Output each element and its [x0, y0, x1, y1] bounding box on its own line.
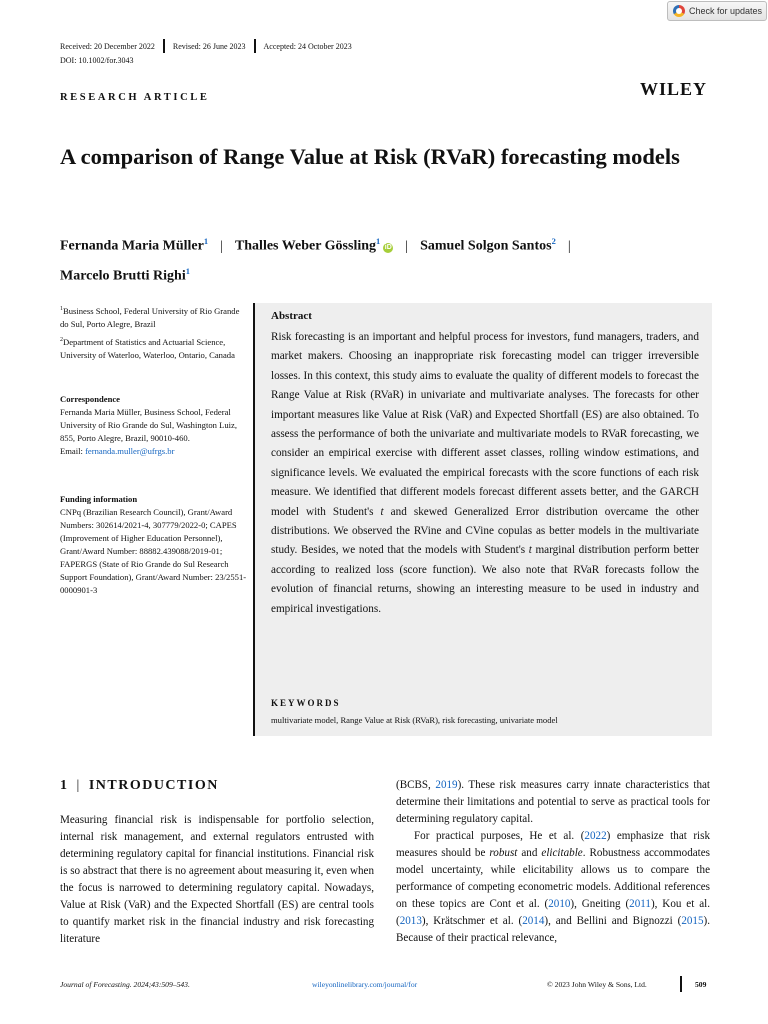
citation-link[interactable]: 2015 [681, 915, 704, 927]
email-label: Email: [60, 446, 86, 456]
intro-column-right: (BCBS, 2019). These risk measures carry innate characteristics that determine their limitations and potential to serve as practical tools for determining regulatory capital. For practical purposes, He et al. (2022) emphasize that risk measures should be robust and elicitable. Robustness accommodates model uncertainty, while elicitability allows us to compare the performance of competing econometric models. Additional references on these topics are Cont et al. (2010), Gneiting (2011), Kou et al. (2013), Krätschmer et al. (2014), and Bellini and Bignozzi (2015). Because of their practical relevance, [396, 779, 711, 944]
author-separator: | [405, 238, 409, 254]
author-list [60, 229, 720, 288]
crossmark-icon [673, 5, 685, 17]
article-type: RESEARCH ARTICLE [60, 92, 210, 103]
affiliation-item: $^1$Business School, Federal University of Rio Grande do Sul, Porto Alegre, Brazil [60, 305, 240, 329]
affiliation-marker[interactable]: 1 [376, 236, 381, 246]
funding-text: CNPq (Brazilian Research Council), Grant/Award Numbers: 302614/2021-4, 307779/2022-0; CAPES (Improvement of Higher Education Personnel), Grant/Award Number: 88882.439088/2019-01; FAPERGS (State of Rio Grande do Sul Research Support Foundation), Grant/Award Number: 23/2551-0000901-3 [60, 507, 247, 595]
orcid-icon[interactable]: iD [384, 243, 392, 251]
abstract-heading: Abstract [271, 310, 312, 322]
revised-date: Revised: 26 June 2023 [172, 41, 246, 51]
affiliation-marker[interactable]: 1 [185, 265, 190, 276]
publisher-logo: WILEY [640, 79, 708, 99]
keywords-text: multivariate model, Range Value at Risk (RVaR), risk forecasting, univariate model [271, 715, 558, 725]
accepted-date: Accepted: 24 October 2023 [263, 41, 352, 51]
citation-link[interactable]: 2013 [399, 915, 422, 927]
author-name[interactable]: Samuel Solgon Santos [420, 238, 552, 254]
footer-journal: Journal of Forecasting. 2024;43:509–543. [60, 980, 190, 989]
affiliation-marker[interactable]: 1 [203, 236, 209, 246]
paper-title: A comparison of Range Value at Risk (RVaR) forecasting models [60, 144, 680, 169]
divider [254, 39, 256, 53]
section-title: INTRODUCTION [88, 778, 219, 793]
author-name[interactable]: Thalles Weber Gössling [234, 238, 377, 254]
intro-column-left: Measuring financial risk is indispensable for portfolio selection, internal risk management, and external regulators entrusted with determining regulatory capital for financial institutions. Financial risk is so abstract that there is no agreement about measuring it, even when the focus is narrowed to determining regulatory capital. Nowadays, Value at Risk (VaR) and the Expected Shortfall (ES) are central tools to quantify market risk in the financial industry and risk forecasting literature [60, 814, 374, 945]
author-separator: | [220, 238, 223, 254]
email-link[interactable]: fernanda.muller@ufrgs.br [85, 446, 175, 456]
affiliation-item: $^2$Department of Statistics and Actuarial Science, University of Waterloo, Waterloo, Ontario, Canada [60, 336, 235, 360]
author-separator: | [567, 238, 571, 254]
section-heading [60, 778, 219, 794]
divider [163, 39, 165, 53]
citation-link[interactable]: 2011 [629, 898, 651, 910]
received-date: Received: 20 December 2022 [60, 41, 155, 51]
page-number: 509 [695, 980, 707, 989]
affiliations [60, 303, 250, 362]
footer-divider [680, 976, 682, 992]
abstract-text: Risk forecasting is an important and helpful process for investors, fund managers, traders, and market makers. Choosing an inappropriate risk forecasting model can trigger irreversible losses. In this context, this study aims to evaluate the quality of different models to forecast the Range Value at Risk (RVaR) in univariate and multivariate analyses. The forecasts for other important measures like Value at Risk (VaR) and Expected Shortfall (ES) are also obtained. To assess the performance of both the univariate and multivariate models to RVaR forecasting, we consider an empirical exercise with different asset classes, rolling window estimations, and significance levels. We evaluated the empirical forecasts with the score functions of each risk measure. We identified that different models forecast different assets better, and the GARCH model with Student's t and skewed Generalized Error distribution overcame the other distributions. We observed the RVine and CVine copulas as better models in the multivariate study. Besides, we noted that the models with Student's t marginal distribution perform better according to realized loss (score function). We also note that RVaR forecasts follow the evolution of financial returns, showing an interesting measure to be used in industry and empirical investigations. [271, 331, 699, 615]
history-dates [60, 39, 352, 53]
correspondence-heading: Correspondence [60, 394, 120, 404]
correspondence-text: Fernanda Maria Müller, Business School, Federal University of Rio Grande do Sul, Washington Luiz, 855, Porto Alegre, Brazil, 90010-460. [60, 407, 237, 443]
author-name[interactable]: Fernanda Maria Müller [60, 238, 204, 254]
citation-link[interactable]: 2014 [522, 915, 545, 927]
footer-url-link[interactable]: wileyonlinelibrary.com/journal/for [312, 980, 418, 989]
citation-link[interactable]: 2010 [548, 898, 571, 910]
doi: DOI: 10.1002/for.3043 [60, 56, 134, 65]
citation-link[interactable]: 2019 [435, 779, 458, 791]
check-for-updates-button[interactable] [667, 1, 767, 21]
affiliation-marker[interactable]: 2 [551, 236, 556, 246]
check-for-updates-label: Check for updates [689, 6, 763, 16]
funding-heading: Funding information [60, 494, 138, 504]
section-number: 1 [60, 778, 69, 793]
correspondence [60, 393, 250, 458]
section-separator: | [76, 778, 81, 793]
keywords-heading: KEYWORDS [271, 698, 341, 708]
citation-link[interactable]: 2022 [584, 830, 607, 842]
footer-copyright: © 2023 John Wiley & Sons, Ltd. [547, 980, 647, 989]
funding-information [60, 493, 250, 597]
author-name[interactable]: Marcelo Brutti Righi [60, 268, 186, 284]
